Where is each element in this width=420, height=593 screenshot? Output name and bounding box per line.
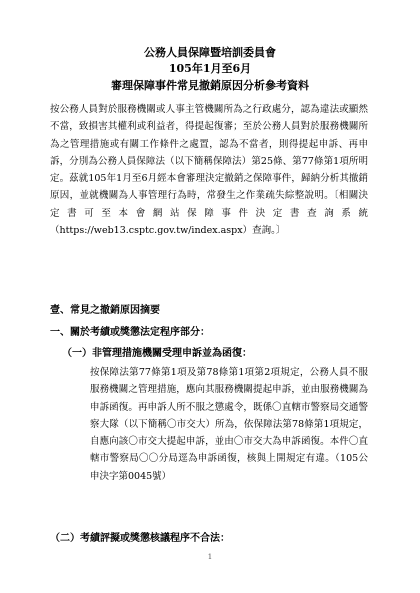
document-title-org: 公務人員保障暨培訓委員會: [144, 46, 276, 59]
document-title-period: 105年1月至6月: [168, 62, 252, 75]
subsection-heading-1: 一、關於考績或獎懲法定程序部分：: [50, 327, 210, 338]
page-number: 1: [207, 553, 213, 561]
intro-paragraph: 按公務人員對於服務機關或人事主管機關所為之行政處分，認為違法或顯然不當，致損害其權利或利益者，得提起復審；至於公務人員對於服務機關所為之管理措施或有關工作條件之處置，認為不當者，則得提起申訴、再申訴，分別為公務人員保障法（以下簡稱保障法）第25條、第77條第1項所明定。茲就105年1月至6月經本會審理決定撤銷之保障事件，歸納分析其撤銷原因，並就機關為人事管理行為時，常發生之作業疏失綜整說明。〔相關決定書可至本會網站保障事件決定書查詢系統（https://web13.csptc.gov.tw/index.aspx）查詢。〕: [50, 104, 368, 237]
item-heading-1: （一）非管理措施機關受理申訴並為函復：: [62, 348, 252, 359]
section-heading-1: 壹、常見之撤銷原因摘要: [50, 305, 160, 316]
item-heading-2: （二）考績評擬或獎懲核議程序不合法：: [50, 533, 230, 544]
document-title-subject: 審理保障事件常見撤銷原因分析參考資料: [111, 79, 309, 92]
item-body-1: 按保障法第77條第1項及第78條第1項第2項規定，公務人員不服服務機關之管理措施，應向其服務機關提起申訴，並由服務機關為申訴函復。再申訴人所不服之懲處令，既係〇直轄市警察局交通警察大隊（以下簡稱〇市交大）所為，依保障法第78條第1項規定，自應向該〇市交大提起申訴，並由〇市交大為申訴函復。本件〇直轄市警察局〇〇分局逕為申訴函復，核與上開規定有違。（105公申決字第0045號）: [90, 367, 368, 482]
